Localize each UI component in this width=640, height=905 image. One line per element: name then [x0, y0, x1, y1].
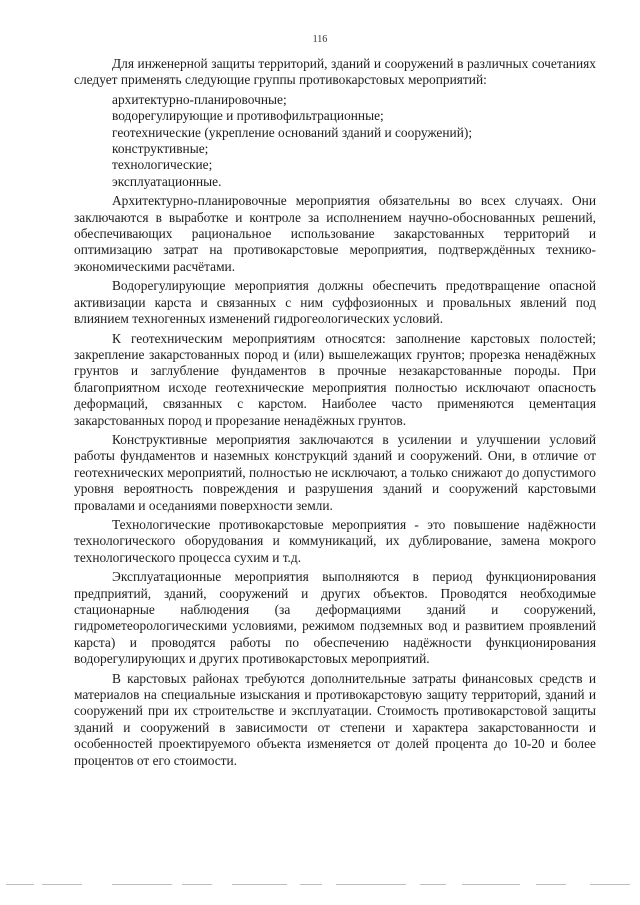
list-item: эксплуатационные.	[112, 173, 222, 189]
paragraph-water-regulating: Водорегулирующие мероприятия должны обеспечить предотвращение опасной активизации карста и связанных с ним суффозионных и провальных явлений под влиянием техногенных изменений гидрогеологических условий.	[74, 278, 596, 327]
list-item: архитектурно-планировочные;	[112, 91, 287, 107]
scan-artifact-line	[0, 884, 640, 888]
page-number: 116	[312, 34, 328, 45]
list-item: конструктивные;	[112, 141, 209, 157]
paragraph-structural: Конструктивные мероприятия заключаются в усилении и улучшении условий работы фундаментов и наземных конструкций зданий и сооружений. Они, в отличие от геотехнических мероприятий, полностью не исключают, а только снижают до допустимого уровня вероятность повреждения и разрушения зданий и сооружений карстовыми провалами и оседаниями поверхности земли.	[74, 431, 596, 513]
list-item: технологические;	[112, 157, 213, 173]
list-item: водорегулирующие и противофильтрационные;	[112, 108, 384, 124]
measure-groups-list	[74, 92, 596, 190]
paragraph-operational: Эксплуатационные мероприятия выполняются в период функционирования предприятий, зданий, сооружений и других объектов. Проводятся необходимые стационарные наблюдения (за деформациями зданий и сооружений, гидрометеорологическими условиями, режимом подземных вод и развитием проявлений карста) и проводятся работы по обеспечению надёжности функционирования водорегулирующих и других противокарстовых мероприятий.	[74, 569, 596, 667]
intro-paragraph: Для инженерной защиты территорий, зданий и сооружений в различных сочетаниях следует применять следующие группы противокарстовых мероприятий:	[74, 56, 596, 88]
paragraph-technological: Технологические противокарстовые мероприятия - это повышение надёжности технологического оборудования и коммуникаций, их дублирование, замена мокрого технологического процесса сухим и т.д.	[74, 516, 596, 565]
paragraph-costs: В карстовых районах требуются дополнительные затраты финансовых средств и материалов на специальные изыскания и противокарстовую защиту территорий, зданий и сооружений при их строительстве и эксплуатации. Стоимость противокарстовой защиты зданий и сооружений в зависимости от степени и характера закарстованности и особенностей проектируемого объекта изменяется от долей процента до 10-20 и более процентов от его стоимости.	[74, 670, 596, 768]
body-text	[74, 56, 596, 772]
list-item: геотехнические (укрепление оснований зданий и сооружений);	[112, 124, 473, 140]
paragraph-geotechnical: К геотехническим мероприятиям относятся: заполнение карстовых полостей; закрепление закарстованных пород и (или) вышележащих грунтов; прорезка ненадёжных грунтов и заглубление фундаментов в прочные незакарстованные породы. При благоприятном исходе геотехнические мероприятия полностью исключают опасность деформаций, связанных с карстом. Наиболее часто применяются цементация закарстованных пород и прорезание ненадёжных грунтов.	[74, 330, 596, 428]
paragraph-architectural: Архитектурно-планировочные мероприятия обязательны во всех случаях. Они заключаются в выработке и контроле за исполнением научно-обоснованных решений, обеспечивающих рациональное использование закарстованных территорий и оптимизацию затрат на противокарстовые мероприятия, подтверждённых технико-экономическими расчётами.	[74, 193, 596, 274]
